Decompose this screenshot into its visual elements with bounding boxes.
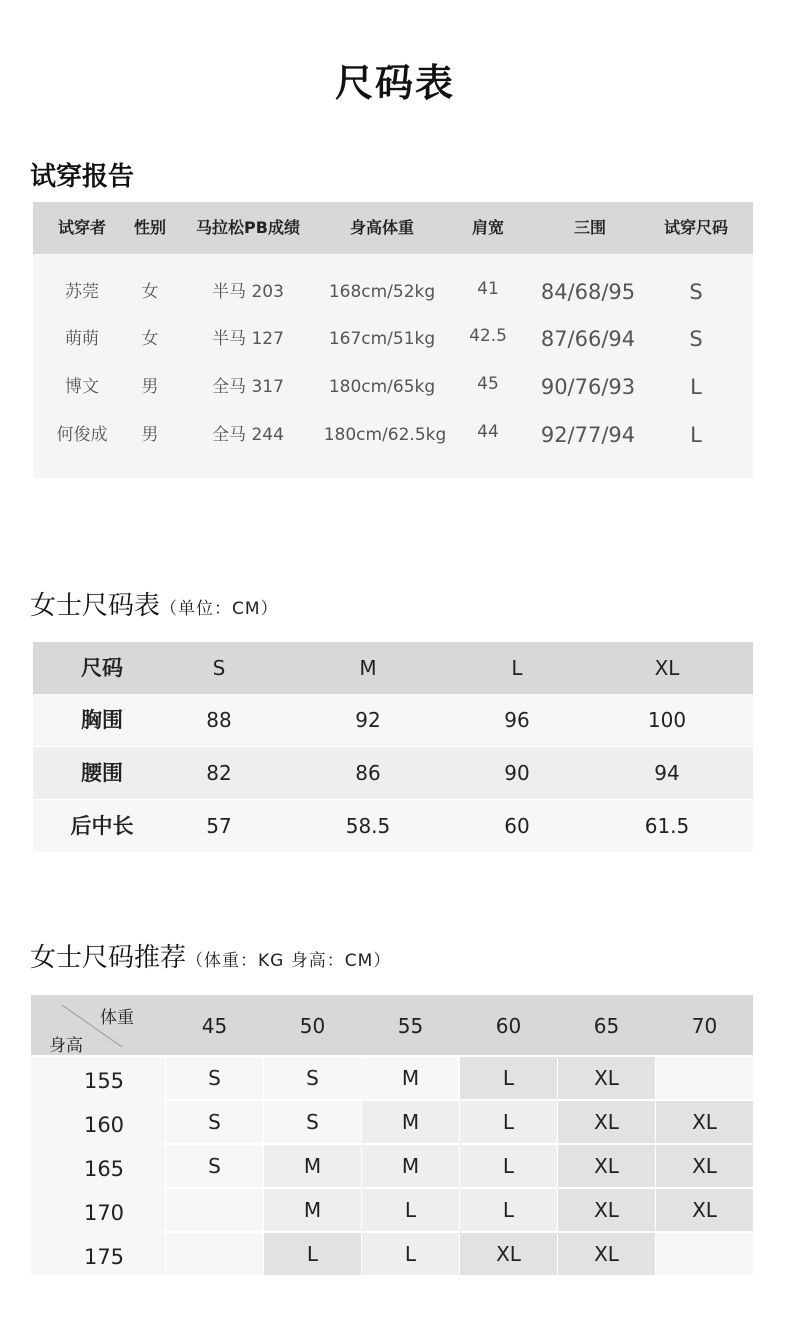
report-cell: 男: [141, 425, 159, 445]
report-cell: 全马 317: [212, 377, 284, 397]
report-cell: 半马 127: [212, 329, 284, 349]
report-header-gender: 性别: [133, 218, 166, 237]
recommend-unit: （体重：KG 身高：CM）: [186, 951, 392, 971]
size-cell: S: [166, 1101, 263, 1143]
size-cell: 82: [206, 761, 232, 785]
size-cell: 100: [647, 708, 687, 732]
size-cell: L: [362, 1233, 459, 1275]
size-cell: S: [264, 1101, 361, 1143]
size-cell: L: [460, 1057, 557, 1099]
report-cell: 44: [477, 422, 499, 442]
height-label: 155: [83, 1069, 125, 1093]
weight-header: 45: [201, 1014, 228, 1038]
size-cell: XL: [656, 1189, 753, 1231]
size-cell: 96: [504, 708, 530, 732]
report-cell: 167cm/51kg: [328, 329, 436, 349]
size-cell: 58.5: [345, 814, 391, 838]
report-cell: 168cm/52kg: [328, 282, 436, 302]
size-header-m: M: [359, 656, 377, 680]
size-cell: S: [166, 1057, 263, 1099]
size-cell: 92: [355, 708, 381, 732]
report-header-marathon-pb: 马拉松PB成绩: [196, 218, 300, 237]
size-cell: L: [460, 1145, 557, 1187]
report-cell: 42.5: [469, 326, 507, 346]
size-row-label: 腰围: [81, 761, 123, 785]
size-cell: 60: [504, 814, 530, 838]
size-header-l: L: [511, 656, 523, 680]
size-cell: M: [362, 1145, 459, 1187]
size-cell: L: [362, 1189, 459, 1231]
report-header-size: 试穿尺码: [663, 218, 728, 237]
size-cell: L: [264, 1233, 361, 1275]
size-cell: [656, 1233, 753, 1275]
size-cell: XL: [460, 1233, 557, 1275]
weight-header: 60: [495, 1014, 522, 1038]
size-cell: 88: [206, 708, 232, 732]
report-header-tester: 试穿者: [57, 218, 106, 237]
size-cell: XL: [558, 1101, 655, 1143]
weight-header: 55: [397, 1014, 424, 1038]
size-row-label: 后中长: [70, 814, 134, 838]
report-cell: L: [690, 375, 702, 399]
report-cell: 女: [141, 329, 159, 349]
size-cell: 86: [355, 761, 381, 785]
size-cell: 61.5: [644, 814, 690, 838]
height-label: 170: [83, 1201, 125, 1225]
report-header-shoulder: 肩宽: [471, 218, 504, 237]
height-label: 160: [83, 1113, 125, 1137]
report-cell: 博文: [65, 377, 99, 397]
size-cell: M: [362, 1057, 459, 1099]
size-cell: XL: [558, 1189, 655, 1231]
size-cell: M: [264, 1145, 361, 1187]
size-cell: XL: [558, 1057, 655, 1099]
report-header-height-weight: 身高体重: [349, 218, 414, 237]
report-title: 试穿报告: [30, 162, 135, 192]
height-label: 175: [83, 1245, 125, 1269]
size-cell: 94: [654, 761, 680, 785]
corner-height-label: 身高: [49, 1036, 83, 1056]
report-cell: 45: [477, 374, 499, 394]
size-chart-unit: （单位：CM）: [160, 599, 279, 619]
size-cell: L: [460, 1189, 557, 1231]
report-cell: 84/68/95: [540, 280, 636, 304]
size-cell: S: [166, 1145, 263, 1187]
size-header-xl: XL: [654, 656, 680, 680]
weight-header: 50: [299, 1014, 326, 1038]
size-header-s: S: [212, 656, 226, 680]
size-cell: 57: [206, 814, 232, 838]
size-cell: M: [264, 1189, 361, 1231]
report-cell: 92/77/94: [540, 423, 636, 447]
recommend-title: 女士尺码推荐（体重：KG 身高：CM）: [30, 943, 392, 973]
size-cell: [166, 1189, 263, 1231]
report-cell: 41: [477, 279, 499, 299]
size-cell: [656, 1057, 753, 1099]
size-row-label: 胸围: [81, 708, 123, 732]
size-cell: XL: [558, 1233, 655, 1275]
report-cell: 半马 203: [212, 282, 284, 302]
report-cell: 90/76/93: [540, 375, 636, 399]
height-label: 165: [83, 1157, 125, 1181]
size-header-label: 尺码: [81, 656, 123, 680]
report-cell: 苏莞: [65, 282, 99, 302]
report-cell: 萌萌: [65, 329, 99, 349]
corner-weight-label: 体重: [100, 1008, 134, 1028]
report-cell: 女: [141, 282, 159, 302]
size-cell: M: [362, 1101, 459, 1143]
report-cell: S: [689, 327, 703, 351]
size-cell: XL: [558, 1145, 655, 1187]
report-cell: 何俊成: [56, 425, 108, 445]
size-cell: 90: [504, 761, 530, 785]
size-chart-title: 女士尺码表（单位：CM）: [30, 591, 279, 621]
weight-header: 65: [593, 1014, 620, 1038]
report-cell: 87/66/94: [540, 327, 636, 351]
report-cell: 180cm/65kg: [328, 377, 436, 397]
report-cell: 全马 244: [212, 425, 284, 445]
size-cell: XL: [656, 1145, 753, 1187]
size-cell: [166, 1233, 263, 1275]
report-cell: S: [689, 280, 703, 304]
page-title: 尺码表: [334, 61, 455, 105]
size-cell: S: [264, 1057, 361, 1099]
report-cell: 男: [141, 377, 159, 397]
weight-header: 70: [691, 1014, 718, 1038]
size-cell: L: [460, 1101, 557, 1143]
report-header-measurements: 三围: [573, 218, 606, 237]
size-cell: XL: [656, 1101, 753, 1143]
report-cell: 180cm/62.5kg: [323, 425, 447, 445]
report-cell: L: [690, 423, 702, 447]
